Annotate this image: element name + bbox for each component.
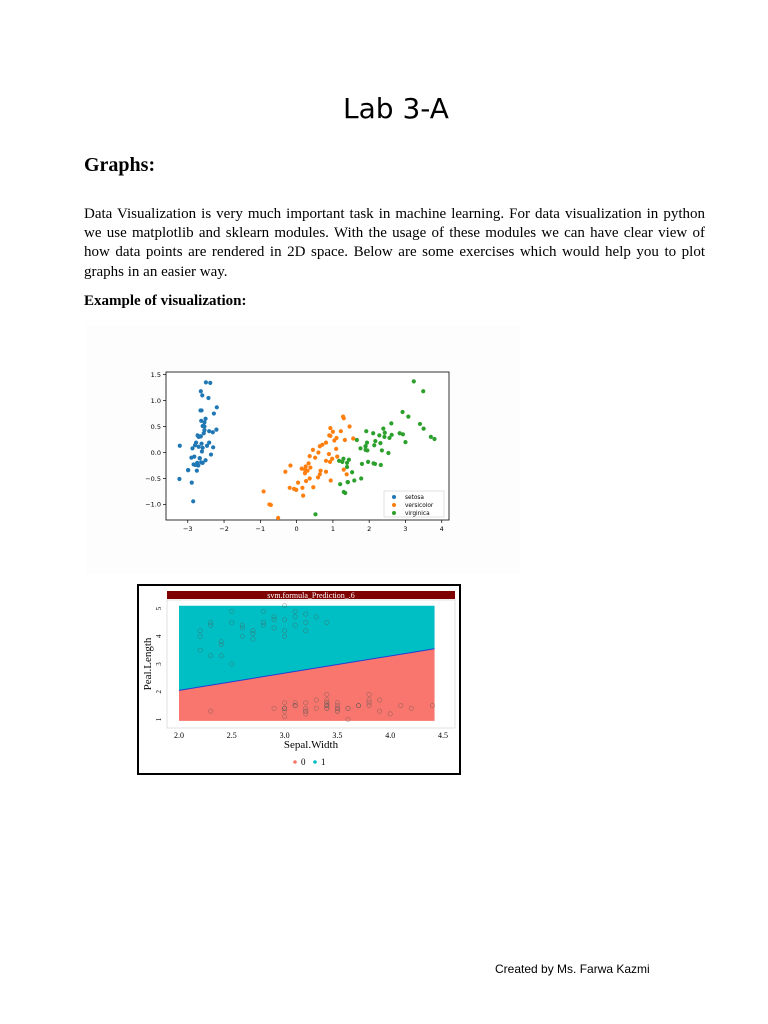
x-tick-label: −3 <box>182 525 193 533</box>
virginica-point <box>429 435 433 439</box>
virginica-point <box>364 429 368 433</box>
setosa-point <box>211 430 215 434</box>
virginica-point <box>400 410 404 414</box>
virginica-point <box>341 457 345 461</box>
setosa-point <box>203 417 207 421</box>
virginica-point <box>403 440 407 444</box>
setosa-point <box>207 429 211 433</box>
virginica-point <box>382 435 386 439</box>
setosa-point <box>211 445 215 449</box>
versicolor-point <box>343 438 347 442</box>
setosa-point <box>202 424 206 428</box>
x-tick-label: −1 <box>255 525 266 533</box>
virginica-point <box>347 458 351 462</box>
example-label: Example of visualization: <box>84 293 247 309</box>
setosa-point <box>186 468 190 472</box>
virginica-point <box>386 451 390 455</box>
versicolor-point <box>328 426 332 430</box>
x-axis-label: Sepal.Width <box>283 739 339 751</box>
virginica-point <box>418 422 422 426</box>
setosa-point <box>199 442 203 446</box>
iris-scatter-chart <box>86 325 520 573</box>
setosa-point <box>197 445 201 449</box>
setosa-point <box>208 381 212 385</box>
virginica-point <box>355 438 359 442</box>
versicolor-point <box>304 479 308 483</box>
versicolor-point <box>318 444 322 448</box>
versicolor-point <box>283 470 287 474</box>
x-tick-label: 3.0 <box>279 731 290 740</box>
versicolor-point <box>316 475 320 479</box>
x-tick-label: 0 <box>294 525 299 533</box>
virginica-point <box>422 427 426 431</box>
setosa-point <box>204 380 208 384</box>
chart-title: svm.formula_Prediction_.6 <box>267 591 355 600</box>
legend-marker-setosa <box>392 495 396 499</box>
x-tick-label: 4.0 <box>385 731 396 740</box>
legend-marker-virginica <box>392 511 396 515</box>
versicolor-point <box>300 486 304 490</box>
page-title: Lab 3-A <box>343 92 449 125</box>
virginica-point <box>380 448 384 452</box>
legend-label-virginica: virginica <box>405 511 430 517</box>
setosa-point <box>199 389 203 393</box>
versicolor-point <box>308 454 312 458</box>
virginica-point <box>421 389 425 393</box>
setosa-point <box>212 411 216 415</box>
legend-label-versicolor: versicolor <box>405 503 434 509</box>
versicolor-point <box>345 472 349 476</box>
x-tick-label: 4 <box>439 525 444 533</box>
intro-paragraph: Data Visualization is very much important task in machine learning. For data visualization in python we use matplotlib and sklearn modules. With the usage of these modules we can have clear view of how data points are rendered in 2D space. Below are some exercises which would help you to plot graphs in an easier way. <box>84 206 705 280</box>
x-tick-label: 2.0 <box>174 731 184 740</box>
versicolor-point <box>292 487 296 491</box>
setosa-point <box>191 499 195 503</box>
versicolor-point <box>308 465 312 469</box>
legend-marker-1 <box>313 760 317 764</box>
x-tick-label: 4.5 <box>438 731 448 740</box>
setosa-point <box>191 462 195 466</box>
y-tick-label: 0.0 <box>150 448 161 457</box>
versicolor-point <box>331 430 335 434</box>
x-tick-label: 2.5 <box>226 731 237 740</box>
virginica-point <box>352 478 356 482</box>
y-tick-label: 1 <box>155 717 163 722</box>
virginica-point <box>365 441 369 445</box>
versicolor-point <box>328 460 332 464</box>
versicolor-point <box>342 468 346 472</box>
virginica-point <box>373 439 377 443</box>
legend-marker-0 <box>293 760 297 764</box>
y-tick-label: −0.5 <box>145 474 161 483</box>
setosa-point <box>202 420 206 424</box>
setosa-point <box>194 441 198 445</box>
versicolor-point <box>318 469 322 473</box>
setosa-point <box>201 461 205 465</box>
legend-label-0: 0 <box>301 757 306 767</box>
setosa-point <box>196 463 200 467</box>
setosa-point <box>198 456 202 460</box>
versicolor-point <box>332 438 336 442</box>
virginica-point <box>360 462 364 466</box>
virginica-point <box>366 460 370 464</box>
setosa-point <box>177 477 181 481</box>
setosa-point <box>199 434 203 438</box>
versicolor-point <box>288 486 292 490</box>
y-tick-label: 0.5 <box>150 422 161 431</box>
virginica-point <box>372 443 376 447</box>
setosa-point <box>209 452 213 456</box>
versicolor-point <box>334 447 338 451</box>
setosa-point <box>200 393 204 397</box>
versicolor-point <box>296 481 300 485</box>
x-tick-label: 3 <box>403 525 408 533</box>
versicolor-point <box>300 466 304 470</box>
versicolor-point <box>308 476 312 480</box>
virginica-point <box>381 427 385 431</box>
y-tick-label: 4 <box>155 634 163 639</box>
virginica-point <box>350 470 354 474</box>
x-tick-label: 3.5 <box>332 731 343 740</box>
x-tick-label: −2 <box>219 525 229 533</box>
setosa-point <box>201 446 205 450</box>
versicolor-point <box>324 459 328 463</box>
versicolor-point <box>288 463 292 467</box>
x-tick-label: 2 <box>367 525 372 533</box>
versicolor-point <box>313 456 317 460</box>
versicolor-point <box>316 450 320 454</box>
setosa-point <box>206 396 210 400</box>
versicolor-point <box>327 433 331 437</box>
x-tick-label: 1 <box>330 525 335 533</box>
versicolor-point <box>327 452 331 456</box>
y-tick-label: 3 <box>155 662 163 666</box>
versicolor-point <box>261 489 265 493</box>
versicolor-point <box>342 416 346 420</box>
virginica-point <box>313 512 317 516</box>
versicolor-point <box>339 429 343 433</box>
setosa-point <box>214 428 218 432</box>
virginica-point <box>363 448 367 452</box>
versicolor-point <box>304 464 308 468</box>
virginica-point <box>358 446 362 450</box>
virginica-point <box>346 480 350 484</box>
y-tick-label: −1.0 <box>145 500 161 509</box>
legend-marker-versicolor <box>392 503 396 507</box>
virginica-point <box>359 476 363 480</box>
figure-svm-prediction <box>137 584 461 775</box>
virginica-point <box>406 415 410 419</box>
legend-label-setosa: setosa <box>405 495 424 501</box>
virginica-point <box>379 463 383 467</box>
virginica-point <box>377 433 381 437</box>
virginica-point <box>338 482 342 486</box>
setosa-point <box>207 441 211 445</box>
setosa-point <box>198 408 202 412</box>
setosa-point <box>202 431 206 435</box>
versicolor-point <box>276 516 280 520</box>
setosa-point <box>195 469 199 473</box>
virginica-point <box>363 444 367 448</box>
versicolor-point <box>324 441 328 445</box>
versicolor-point <box>335 455 339 459</box>
svm-prediction-chart <box>137 584 461 775</box>
versicolor-point <box>269 503 273 507</box>
virginica-point <box>383 431 387 435</box>
virginica-point <box>389 421 393 425</box>
versicolor-point <box>324 470 328 474</box>
virginica-point <box>432 437 436 441</box>
setosa-point <box>192 455 196 459</box>
versicolor-point <box>347 424 351 428</box>
setosa-point <box>215 405 219 409</box>
virginica-point <box>398 431 402 435</box>
virginica-point <box>373 462 377 466</box>
versicolor-point <box>351 436 355 440</box>
footer-credit: Created by Ms. Farwa Kazmi <box>495 962 650 976</box>
y-tick-label: 1.0 <box>150 396 161 405</box>
y-axis-label: Peal.Length <box>142 637 154 691</box>
y-tick-label: 1.5 <box>150 370 161 379</box>
setosa-point <box>190 481 194 485</box>
setosa-point <box>178 444 182 448</box>
legend-label-1: 1 <box>321 757 326 767</box>
virginica-point <box>337 459 341 463</box>
y-tick-label: 2 <box>155 689 163 694</box>
versicolor-point <box>329 478 333 482</box>
versicolor-point <box>305 469 309 473</box>
y-tick-label: 5 <box>155 606 163 611</box>
setosa-point <box>200 449 204 453</box>
virginica-point <box>378 441 382 445</box>
virginica-point <box>412 379 416 383</box>
versicolor-point <box>311 485 315 489</box>
section-heading: Graphs: <box>84 154 156 176</box>
virginica-point <box>345 465 349 469</box>
virginica-point <box>387 436 391 440</box>
virginica-point <box>371 431 375 435</box>
versicolor-point <box>306 461 310 465</box>
versicolor-point <box>301 493 305 497</box>
virginica-point <box>342 490 346 494</box>
versicolor-point <box>311 448 315 452</box>
figure-iris-scatter <box>86 325 520 573</box>
